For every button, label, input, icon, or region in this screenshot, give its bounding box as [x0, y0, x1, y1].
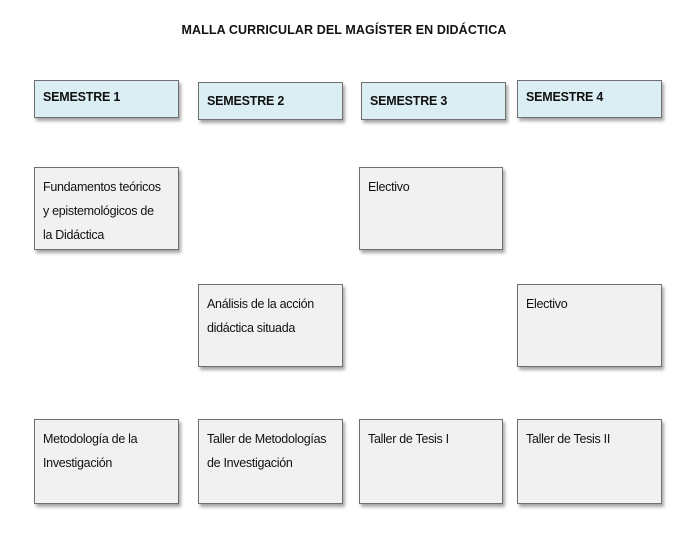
course-box-taller-tesis-2: Taller de Tesis II — [517, 419, 662, 504]
course-box-taller-metodologias: Taller de Metodologías de Investigación — [198, 419, 343, 504]
course-box-electivo-s4: Electivo — [517, 284, 662, 367]
course-box-analisis: Análisis de la acción didáctica situada — [198, 284, 343, 367]
semester-2-header: SEMESTRE 2 — [198, 82, 343, 120]
course-box-taller-tesis-1: Taller de Tesis I — [359, 419, 503, 504]
course-box-electivo-s3: Electivo — [359, 167, 503, 250]
course-box-metodologia: Metodología de la Investigación — [34, 419, 179, 504]
semester-3-header: SEMESTRE 3 — [361, 82, 506, 120]
semester-1-header: SEMESTRE 1 — [34, 80, 179, 118]
course-box-fundamentos: Fundamentos teóricos y epistemológicos de la Didáctica — [34, 167, 179, 250]
semester-4-header: SEMESTRE 4 — [517, 80, 662, 118]
page-title: MALLA CURRICULAR DEL MAGÍSTER EN DIDÁCTICA — [181, 23, 507, 37]
